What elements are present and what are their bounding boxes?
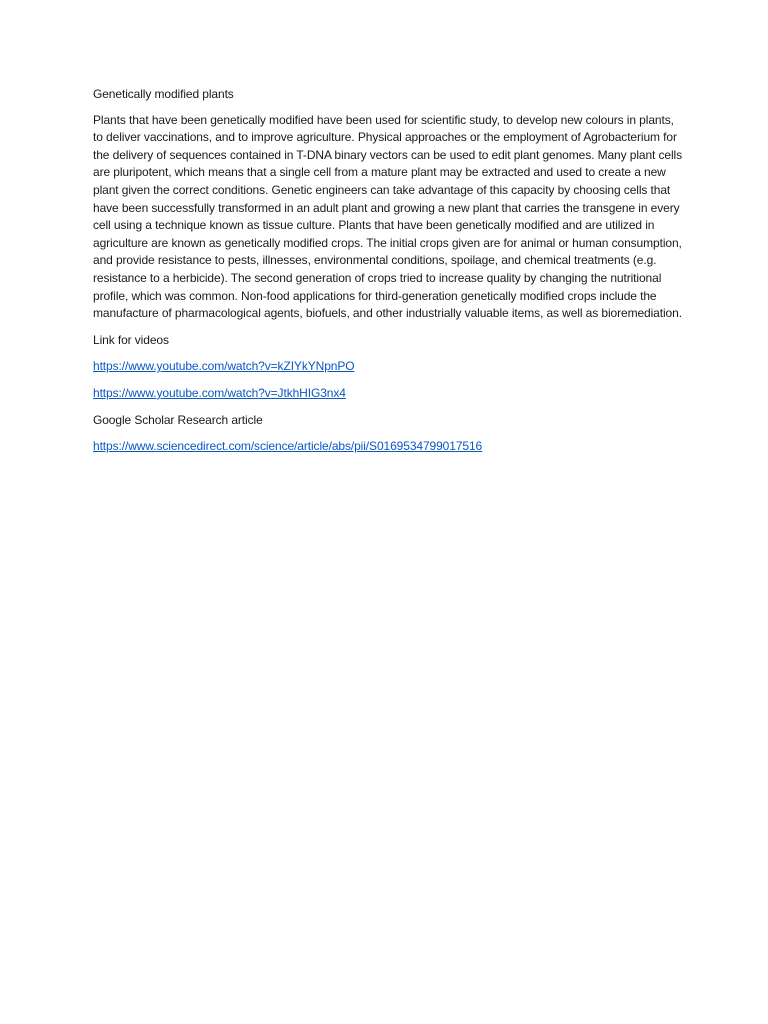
document-title: Genetically modified plants (93, 87, 234, 101)
video-link-1[interactable]: https://www.youtube.com/watch?v=kZIYkYNpnPO (93, 359, 355, 374)
videos-label: Link for videos (93, 332, 169, 347)
research-label: Google Scholar Research article (93, 412, 263, 427)
research-article-link[interactable]: https://www.sciencedirect.com/science/article/abs/pii/S0169534799017516 (93, 439, 483, 454)
document-content (93, 86, 683, 465)
body-paragraph: Plants that have been genetically modified have been used for scientific study, to develop new colours in plants, to deliver vaccinations, and to improve agriculture. Physical approaches or the employment of Agrobacterium for the delivery of sequences contained in T-DNA binary vectors can be used to edit plant genomes. Many plant cells are pluripotent, which means that a single cell from a mature plant may be extracted and used to create a new plant given the correct conditions. Genetic engineers can take advantage of this capacity by choosing cells that have been successfully transformed in an adult plant and growing a new plant that carries the transgene in every cell using a technique known as tissue culture. Plants that have been genetically modified and are utilized in agriculture are known as genetically modified crops. The initial crops given are for animal or human consumption, and provide resistance to pests, illnesses, environmental conditions, spoilage, and chemical treatments (e.g. resistance to a herbicide). The second generation of crops tried to increase quality by changing the nutritional profile, which was common. Non-food applications for third-generation genetically modified crops include the manufacture of pharmacological agents, biofuels, and other industrially valuable items, as well as bioremediation. (93, 112, 683, 321)
video-link-2[interactable]: https://www.youtube.com/watch?v=JtkhHIG3nx4 (93, 385, 346, 400)
